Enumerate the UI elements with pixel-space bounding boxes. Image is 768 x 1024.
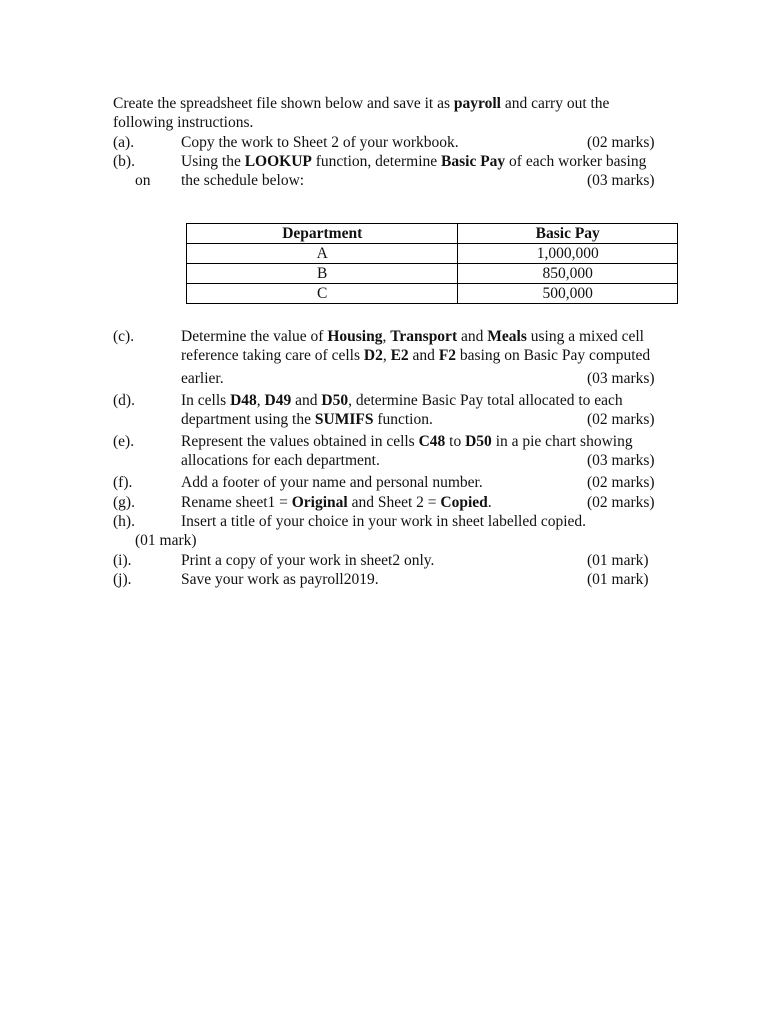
schedule-cell-basic-pay: 1,000,000 — [458, 244, 678, 264]
schedule-header-department: Department — [187, 224, 458, 244]
item-c-line-2: reference taking care of cells D2, E2 and F2 basing on Basic Pay computed — [181, 347, 651, 364]
table-row — [187, 244, 678, 264]
item-a-label: (a). — [113, 134, 135, 151]
item-e-line-2: allocations for each department. — [181, 452, 380, 469]
item-a-text: Copy the work to Sheet 2 of your workbook. — [181, 134, 459, 151]
schedule-cell-basic-pay: 850,000 — [458, 264, 678, 284]
table-row — [187, 284, 678, 304]
item-e-label: (e). — [113, 433, 135, 450]
schedule-cell-basic-pay: 500,000 — [458, 284, 678, 304]
item-h-text: Insert a title of your choice in your work in sheet labelled copied. — [181, 513, 587, 530]
item-g-marks: (02 marks) — [587, 494, 655, 511]
item-d-label: (d). — [113, 392, 135, 409]
item-f-text: Add a footer of your name and personal number. — [181, 474, 483, 491]
schedule-cell-department: C — [187, 284, 458, 304]
intro-line-1: Create the spreadsheet file shown below and save it as payroll and carry out the — [113, 95, 610, 112]
table-row — [187, 264, 678, 284]
item-c-line-1: Determine the value of Housing, Transport and Meals using a mixed cell — [181, 328, 644, 345]
item-b-on: on — [135, 172, 151, 189]
item-c-label: (c). — [113, 328, 135, 345]
item-e-line-1: Represent the values obtained in cells C48 to D50 in a pie chart showing — [181, 433, 633, 450]
item-c-line-3: earlier. — [181, 370, 224, 387]
item-g-label: (g). — [113, 494, 135, 511]
item-h-marks: (01 mark) — [135, 532, 197, 549]
item-c-marks: (03 marks) — [587, 370, 655, 387]
item-d-marks: (02 marks) — [587, 411, 655, 428]
item-i-marks: (01 mark) — [587, 552, 649, 569]
item-b-text: Using the LOOKUP function, determine Basic Pay of each worker basing — [181, 153, 647, 170]
item-b-label: (b). — [113, 153, 135, 170]
item-d-line-1: In cells D48, D49 and D50, determine Basic Pay total allocated to each — [181, 392, 623, 409]
schedule-table — [186, 223, 678, 304]
item-b-line-2: the schedule below: — [181, 172, 305, 189]
item-a-marks: (02 marks) — [587, 134, 655, 151]
schedule-cell-department: A — [187, 244, 458, 264]
item-j-label: (j). — [113, 571, 132, 588]
schedule-header-row — [187, 224, 678, 244]
item-i-label: (i). — [113, 552, 132, 569]
item-d-line-2: department using the SUMIFS function. — [181, 411, 433, 428]
item-e-marks: (03 marks) — [587, 452, 655, 469]
item-j-marks: (01 mark) — [587, 571, 649, 588]
item-i-text: Print a copy of your work in sheet2 only. — [181, 552, 435, 569]
item-g-text: Rename sheet1 = Original and Sheet 2 = Copied. — [181, 494, 492, 511]
item-f-marks: (02 marks) — [587, 474, 655, 491]
schedule-header-basic-pay: Basic Pay — [458, 224, 678, 244]
item-f-label: (f). — [113, 474, 133, 491]
schedule-cell-department: B — [187, 264, 458, 284]
item-b-marks: (03 marks) — [587, 172, 655, 189]
item-j-text: Save your work as payroll2019. — [181, 571, 379, 588]
item-h-label: (h). — [113, 513, 135, 530]
intro-line-2: following instructions. — [113, 114, 254, 131]
